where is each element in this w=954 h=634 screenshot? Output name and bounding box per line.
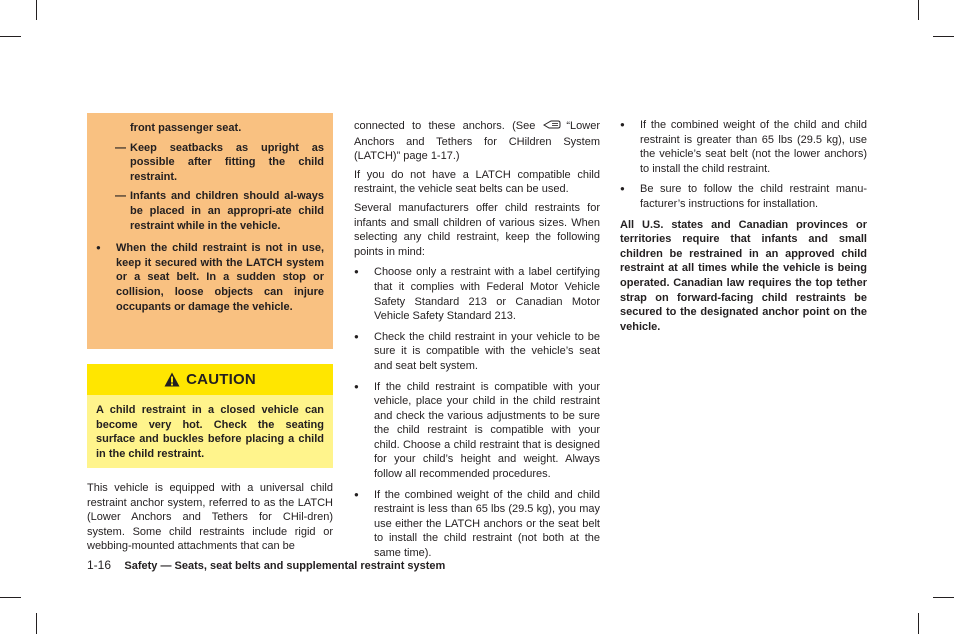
col2-paragraph-2: If you do not have a LATCH compatible child restraint, the vehicle seat belts can be used. xyxy=(354,168,600,196)
section-title: Safety — Seats, seat belts and supplemental restraint system xyxy=(124,560,446,572)
crop-mark xyxy=(0,597,21,598)
crop-mark xyxy=(36,0,37,20)
warning-dash-item xyxy=(96,189,324,233)
warning-dash-text: Keep seatbacks as upright as possible after fitting the child restraint. xyxy=(130,141,324,183)
dash-marker: — xyxy=(115,190,126,203)
page-number: 1-16 xyxy=(87,558,112,572)
bullet-marker: ● xyxy=(96,243,101,253)
caution-header xyxy=(87,364,333,395)
col2-bullet-text: If the child restraint is compatible with your vehicle, place your child in the child restraint and check the various adjustments to be sure the child restraint is compatible with your child. Choose a child restraint that is designed for your child’s height and weight. Always follow all recommended procedures. xyxy=(374,380,600,481)
warning-continued-line: front passenger seat. xyxy=(130,122,242,134)
warning-bullet-text: When the child restraint is not in use, keep it secured with the LATCH system or a seat belt. In a sudden stop or collision, loose objects can injure occupants or damage the vehicle. xyxy=(116,242,324,313)
column-2 xyxy=(354,118,600,567)
crop-mark xyxy=(918,613,919,634)
col2-bullet-text: Check the child restraint in your vehicle to be sure it is compatible with the vehicle’s seat and seat belt system. xyxy=(374,330,600,372)
crop-mark xyxy=(0,36,21,37)
col3-bullet-text: Be sure to follow the child restraint manu-facturer’s instructions for installation. xyxy=(640,183,867,210)
col2-bullet-text: If the combined weight of the child and child restraint is less than 65 lbs (29.5 kg), you may use either the LATCH anchors or the seat belt to install the child restraint (not both at the same time). xyxy=(374,488,600,560)
crop-mark xyxy=(933,36,954,37)
col3-bold-paragraph: All U.S. states and Canadian provinces or territories require that infants and small children be restrained in an approved child restraint at all times while the vehicle is being operated. Canadian law requires the top tether strap on forward-facing child restraints be secured to the designated anchor point on the vehicle. xyxy=(620,218,867,333)
caution-label: CAUTION xyxy=(186,371,256,388)
warning-dash-text: Infants and children should al-ways be placed in an appropri-ate child restraint while in the vehicle. xyxy=(130,190,324,232)
caution-text: A child restraint in a closed vehicle can become very hot. Check the seating surface and buckles before placing a child in the child restraint. xyxy=(96,404,324,460)
warning-bullet-item xyxy=(96,241,324,314)
bullet-marker: ● xyxy=(354,489,359,499)
crop-mark xyxy=(36,613,37,634)
crop-mark xyxy=(933,597,954,598)
bullet-marker: ● xyxy=(354,381,359,391)
col3-bullet-item xyxy=(620,118,867,176)
crop-mark xyxy=(918,0,919,20)
col1-paragraph: This vehicle is equipped with a universal child restraint anchor system, referred to as the LATCH (Lower Anchors and Tethers for CHil-dren) system. Some child restraints include rigid or webbing-mounted attachments that can be xyxy=(87,482,333,553)
dash-marker: — xyxy=(115,141,126,154)
bullet-marker: ● xyxy=(620,120,625,129)
bullet-marker: ● xyxy=(354,267,359,277)
col2-bullet-item xyxy=(354,330,600,374)
bullet-marker: ● xyxy=(620,184,625,194)
warning-text xyxy=(96,121,324,314)
col2-paragraph-1 xyxy=(354,118,600,164)
col2-paragraph-3: Several manufacturers offer child restraints for infants and small children of various sizes. When selecting any child restraint, keep the following points in mind: xyxy=(354,201,600,258)
warning-dash-item xyxy=(96,141,324,185)
col3-bullet-item xyxy=(620,182,867,211)
col2-bullet-item xyxy=(354,380,600,482)
col2-p1-start: connected to these anchors. (See xyxy=(354,120,536,133)
reference-hand-icon xyxy=(543,118,563,135)
col2-bullet-text: Choose only a restraint with a label certifying that it complies with Federal Motor Vehicle Safety Standard 213 or Canadian Motor Vehicle Safety Standard 213. xyxy=(374,266,600,323)
column-3 xyxy=(620,118,867,334)
bullet-marker: ● xyxy=(354,331,359,341)
page-footer xyxy=(87,558,445,572)
col2-bullet-item xyxy=(354,265,600,323)
col3-bullet-text: If the combined weight of the child and child restraint is greater than 65 lbs (29.5 kg), use the vehicle’s seat belt (not the lower anchors) to install the child restraint. xyxy=(640,119,867,175)
warning-triangle-icon xyxy=(164,372,180,387)
col2-bullet-item xyxy=(354,488,600,561)
col2-p1-end: “Lower Anchors and Tethers for CHildren System (LATCH)” page 1-17.) xyxy=(354,120,600,163)
